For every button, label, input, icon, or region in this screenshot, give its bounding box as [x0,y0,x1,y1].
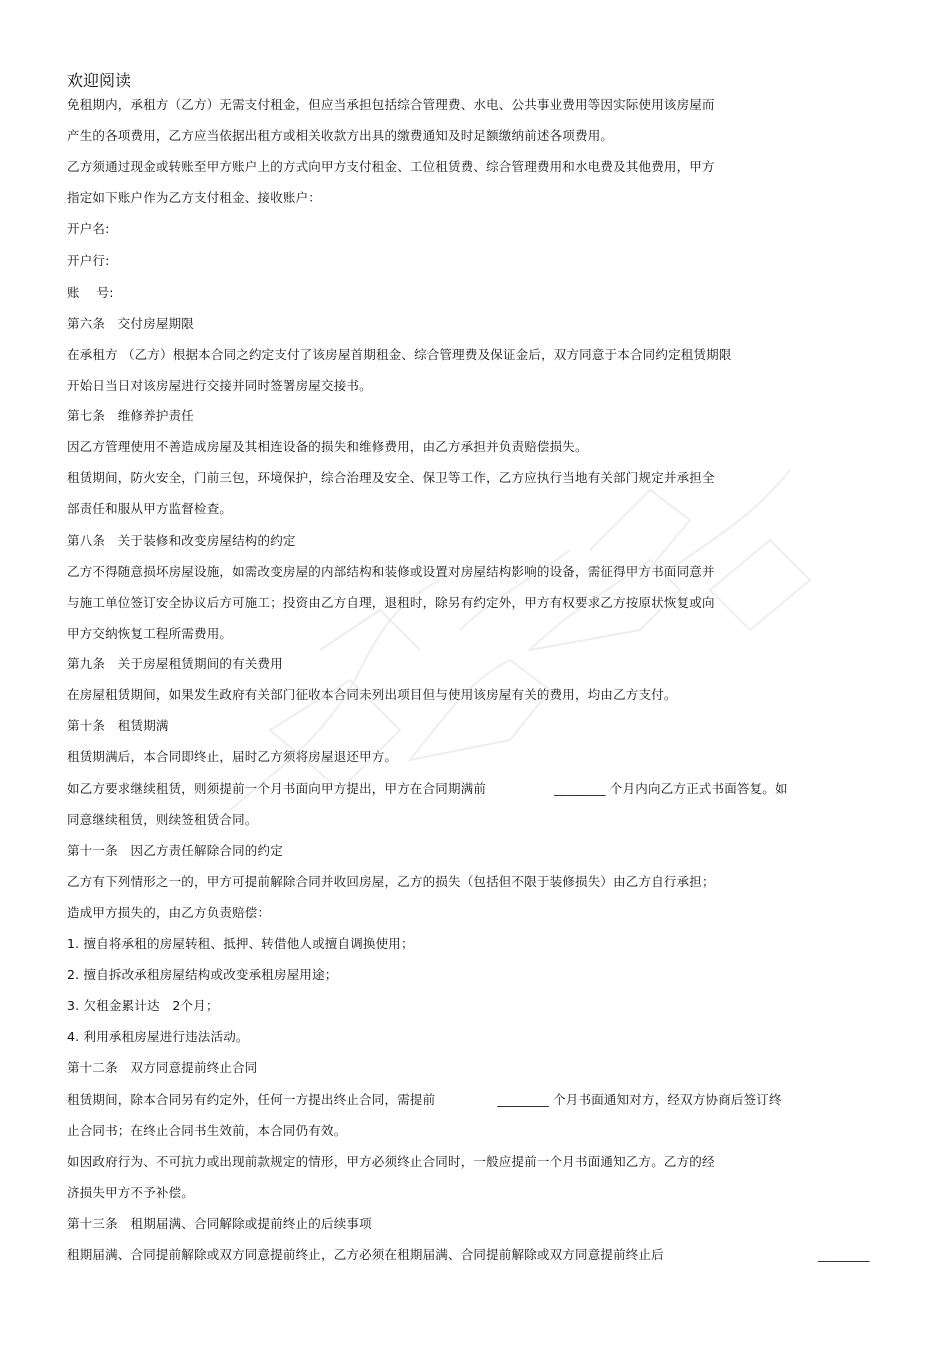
text-line: 甲方交纳恢复工程所需费用。 [67,626,233,641]
text-line-with-blank [67,781,788,797]
text-line: 因乙方管理使用不善造成房屋及其相连设备的损失和维修费用，由乙方承担并负责赔偿损失。 [67,439,588,454]
list-item: 3. 欠租金累计达 2个月； [67,998,219,1013]
account-number-label: 账 号: [67,285,114,300]
page-heading: 欢迎阅读 [67,71,132,90]
section-heading: 第九条 关于房屋租赁期间的有关费用 [67,656,283,671]
fill-in-blank: ________ [554,781,606,796]
text-line: 指定如下账户作为乙方支付租金、接收账户： [67,190,322,205]
section-heading: 第十二条 双方同意提前终止合同 [67,1060,258,1075]
text-segment: 租赁期间，除本合同另有约定外，任何一方提出终止合同，需提前 [67,1092,436,1107]
text-line: 乙方须通过现金或转账至甲方账户上的方式向甲方支付租金、工位租赁费、综合管理费用和水电费及其他费用，甲方 [67,159,715,174]
text-line: 租赁期满后，本合同即终止，届时乙方须将房屋退还甲方。 [67,749,398,764]
section-heading: 第七条 维修养护责任 [67,408,195,423]
text-line: 在房屋租赁期间，如果发生政府有关部门征收本合同未列出项目但与使用该房屋有关的费用，均由乙方支付。 [67,687,677,702]
section-heading: 第十三条 租期届满、合同解除或提前终止的后续事项 [67,1216,372,1231]
list-item: 1. 擅自将承租的房屋转租、抵押、转借他人或擅自调换使用； [67,936,414,951]
text-line: 免租期内，承租方（乙方）无需支付租金，但应当承担包括综合管理费、水电、公共事业费用等因实际使用该房屋而 [67,97,715,112]
text-line: 开始日当日对该房屋进行交接并同时签署房屋交接书。 [67,378,372,393]
list-item: 4. 利用承租房屋进行违法活动。 [67,1029,249,1044]
text-line: 租期届满、合同提前解除或双方同意提前终止，乙方必须在租期届满、合同提前解除或双方同意提前终止后 [67,1247,664,1262]
text-line: 同意继续租赁，则续签租赁合同。 [67,812,258,827]
text-line: 如因政府行为、不可抗力或出现前款规定的情形，甲方必须终止合同时，一般应提前一个月书面通知乙方。乙方的经 [67,1154,715,1169]
text-line: 在承租方 （乙方）根据本合同之约定支付了该房屋首期租金、综合管理费及保证金后，双方同意于本合同约定租赁期限 [67,347,732,362]
text-segment: 个月内向乙方正式书面答复。如 [609,781,788,796]
text-line: 止合同书；在终止合同书生效前，本合同仍有效。 [67,1123,347,1138]
list-item: 2. 擅自拆改承租房屋结构或改变承租房屋用途； [67,967,338,982]
fill-in-blank: ________ [497,1092,549,1107]
text-segment: 个月书面通知对方，经双方协商后签订终 [553,1092,782,1107]
account-name-label: 开户名: [67,221,110,236]
account-bank-label: 开户行: [67,253,110,268]
section-heading: 第八条 关于装修和改变房屋结构的约定 [67,533,296,548]
text-line: 济损失甲方不予补偿。 [67,1185,195,1200]
section-heading: 第十一条 因乙方责任解除合同的约定 [67,843,283,858]
text-line: 与施工单位签订安全协议后方可施工；投资由乙方自理，退租时，除另有约定外，甲方有权要求乙方按原状恢复或向 [67,595,715,610]
text-line: 造成甲方损失的，由乙方负责赔偿： [67,905,271,920]
text-line: 租赁期间，防火安全，门前三包，环境保护，综合治理及安全、保卫等工作，乙方应执行当地有关部门规定并承担全 [67,470,715,485]
text-segment: 如乙方要求继续租赁，则须提前一个月书面向甲方提出，甲方在合同期满前 [67,781,487,796]
text-line: 部责任和服从甲方监督检查。 [67,501,233,516]
text-line: 乙方有下列情形之一的，甲方可提前解除合同并收回房屋，乙方的损失（包括但不限于装修损失）由乙方自行承担； [67,874,715,889]
text-line-with-blank [67,1092,782,1108]
section-heading: 第十条 租赁期满 [67,718,169,733]
fill-in-blank: ________ [818,1247,870,1262]
section-heading: 第六条 交付房屋期限 [67,316,195,331]
text-line: 乙方不得随意损坏房屋设施，如需改变房屋的内部结构和装修或设置对房屋结构影响的设备，需征得甲方书面同意并 [67,564,715,579]
text-line: 产生的各项费用，乙方应当依据出租方或相关收款方出具的缴费通知及时足额缴纳前述各项费用。 [67,128,614,143]
